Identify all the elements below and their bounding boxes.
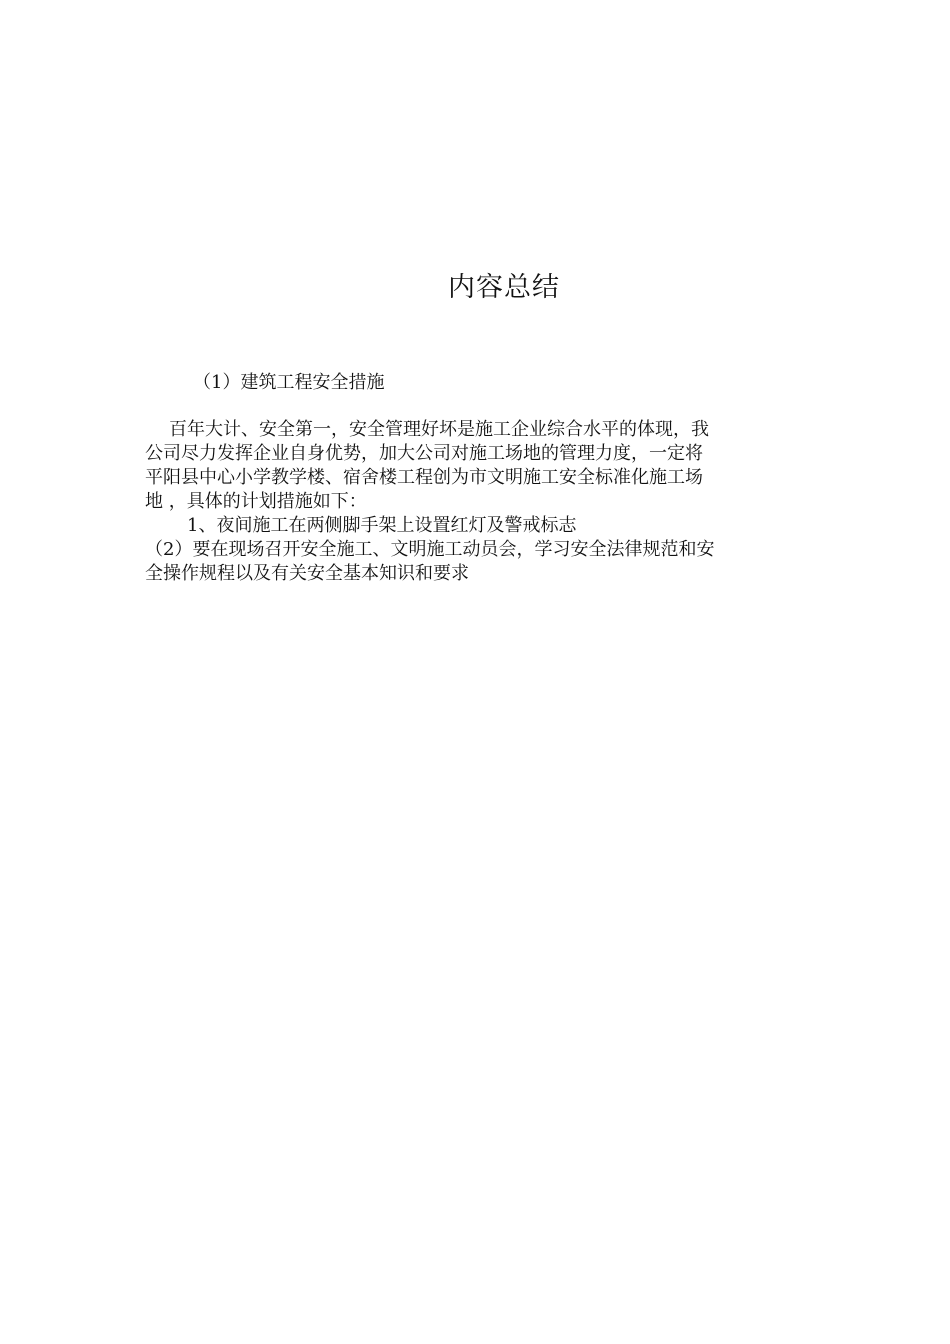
paragraph-line: （2）要在现场召开安全施工、文明施工动员会，学习安全法律规范和安 (145, 539, 715, 560)
section-heading: （1）建筑工程安全措施 (193, 372, 385, 393)
document-title: 内容总结 (448, 272, 560, 303)
paragraph-line: 平阳县中心小学教学楼、宿舍楼工程创为市文明施工安全标准化施工场 (145, 467, 703, 488)
paragraph-line: 地 ，具体的计划措施如下： (145, 491, 367, 512)
paragraph-line: 公司尽力发挥企业自身优势，加大公司对施工场地的管理力度，一定将 (145, 443, 703, 464)
list-item: 1、夜间施工在两侧脚手架上设置红灯及警戒标志 (187, 515, 577, 536)
body-text (145, 418, 810, 586)
paragraph-line: 全操作规程以及有关安全基本知识和要求 (145, 563, 469, 584)
paragraph-line: 百年大计、安全第一，安全管理好坏是施工企业综合水平的体现，我 (169, 419, 709, 440)
